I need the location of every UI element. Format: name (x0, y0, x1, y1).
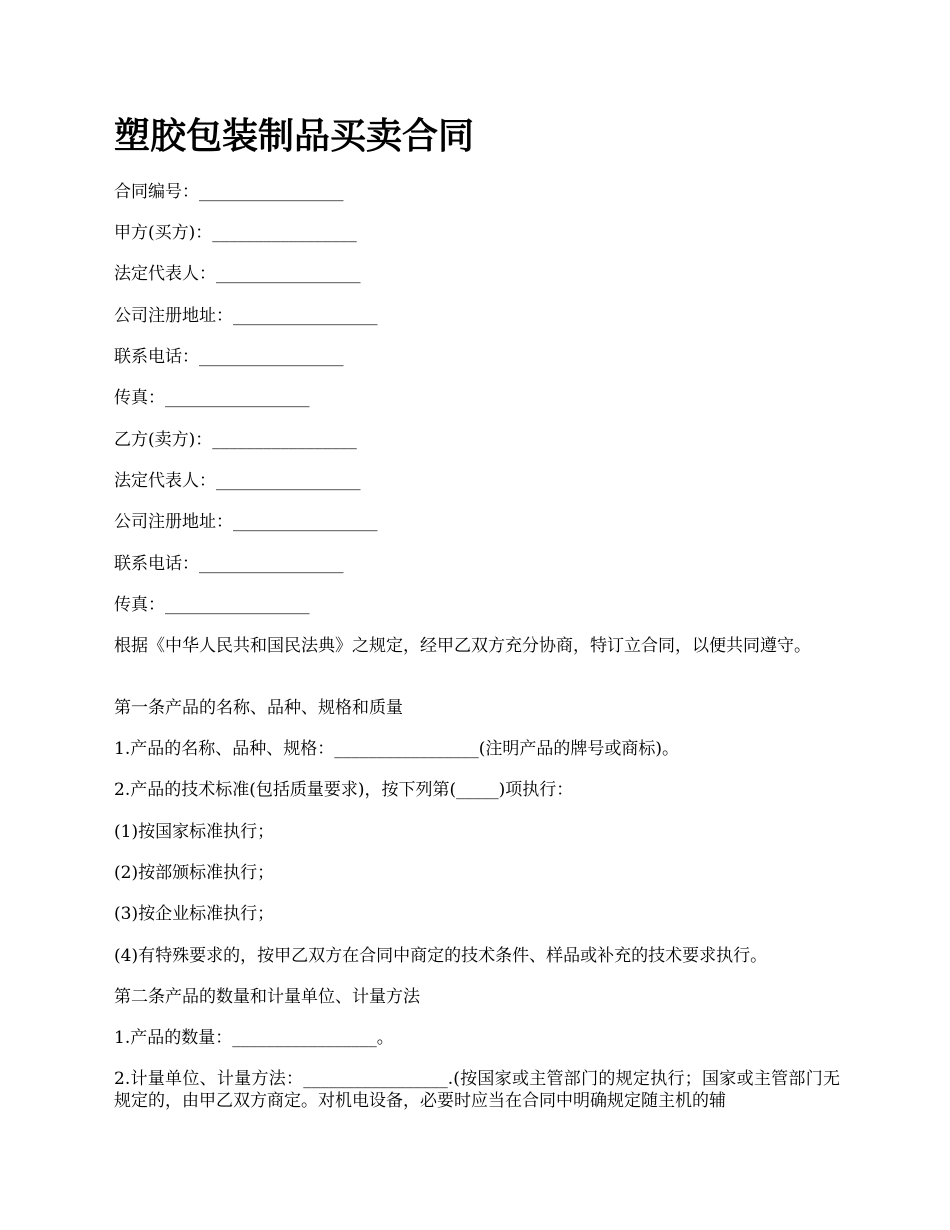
clause-1-2-option-2: (2)按部颁标准执行； (114, 863, 275, 883)
clause-2-1: 1.产品的数量：_________________。 (114, 1028, 394, 1048)
party-b-representative-field: 法定代表人：_________________ (114, 471, 361, 491)
clause-1-2-option-4: (4)有特殊要求的，按甲乙双方在合同中商定的技术条件、样品或补充的技术要求执行。 (114, 946, 768, 966)
article-1-heading: 第一条产品的名称、品种、规格和质量 (114, 698, 403, 718)
clause-1-2-option-1: (1)按国家标准执行； (114, 822, 275, 842)
party-a-phone-field: 联系电话：_________________ (114, 347, 344, 367)
contract-title: 塑胶包装制品买卖合同 (114, 115, 475, 157)
contract-number-field: 合同编号：_________________ (114, 182, 344, 202)
party-a-fax-field: 传真：_________________ (114, 388, 310, 408)
clause-1-1: 1.产品的名称、品种、规格：_________________(注明产品的牌号或商标)。 (114, 739, 679, 759)
party-b-name-field: 乙方(卖方)：_________________ (114, 430, 357, 450)
article-2-heading: 第二条产品的数量和计量单位、计量方法 (114, 987, 420, 1007)
party-a-representative-field: 法定代表人：_________________ (114, 264, 361, 284)
clause-1-2: 2.产品的技术标准(包括质量要求)，按下列第(_____)项执行： (114, 780, 574, 800)
party-a-name-field: 甲方(买方)：_________________ (114, 223, 357, 243)
intro-paragraph: 根据《中华人民共和国民法典》之规定，经甲乙双方充分协商，特订立合同，以便共同遵守。 (114, 636, 811, 656)
party-a-address-field: 公司注册地址：_________________ (114, 306, 378, 326)
clause-1-2-option-3: (3)按企业标准执行； (114, 904, 275, 924)
party-b-phone-field: 联系电话：_________________ (114, 554, 344, 574)
party-b-address-field: 公司注册地址：_________________ (114, 512, 378, 532)
clause-2-2: 2.计量单位、计量方法：_________________.(按国家或主管部门的规定执行；国家或主管部门无规定的，由甲乙双方商定。对机电设备，必要时应当在合同中明确规定随主机的辅 (114, 1069, 840, 1111)
party-b-fax-field: 传真：_________________ (114, 595, 310, 615)
